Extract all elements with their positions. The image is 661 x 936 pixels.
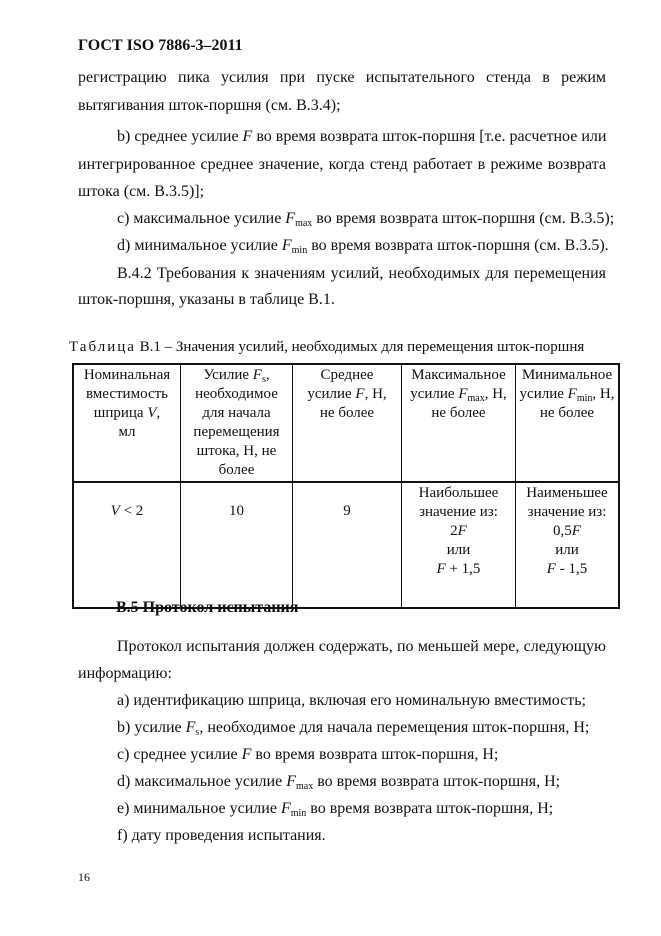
header-average-force: Среднее усилие F, Н, не более — [293, 364, 402, 482]
list-item-a: а) идентификацию шприца, включая его номинальную вместимость; — [117, 692, 586, 709]
cell-capacity: V < 2 — [73, 482, 181, 608]
item-b-line2: интегрированное среднее значение, когда стенд работает в режиме возврата — [78, 156, 606, 173]
forces-table — [72, 363, 620, 609]
table-caption: Таблица В.1 – Значения усилий, необходимых для перемещения шток-поршня — [69, 339, 585, 355]
cell-max-force: Наибольшее значение из: 2F или F + 1,5 — [402, 482, 516, 608]
para1-line2: вытягивания шток-поршня (см. В.3.4); — [78, 97, 341, 114]
item-d: d) минимальное усилие $F_{min}$ во время возврата шток-поршня (см. В.3.5). — [117, 237, 609, 256]
protocol-intro-line2: информацию: — [78, 665, 172, 682]
list-item-e: е) минимальное усилие $F_{min}$ во время возврата шток-поршня, Н; — [117, 800, 554, 819]
table-row — [73, 482, 619, 608]
protocol-intro-line1: Протокол испытания должен содержать, по меньшей мере, следующую — [117, 638, 606, 655]
item-b-line1: b) среднее усилие F во время возврата шток-поршня [т.е. расчетное или — [117, 128, 607, 145]
list-item-b: b) усилие $F_s$, необходимое для начала перемещения шток-поршня, Н; — [117, 719, 590, 738]
list-item-f: f) дату проведения испытания. — [117, 827, 326, 844]
document-header: ГОСТ ISO 7886-3–2011 — [78, 37, 243, 54]
list-item-d: d) максимальное усилие $F_{max}$ во время возврата шток-поршня, Н; — [117, 773, 561, 792]
cell-start-force: 10 — [181, 482, 293, 608]
cell-average-force: 9 — [293, 482, 402, 608]
header-max-force: Максимальное усилие $F_{max}$, Н, не более — [402, 364, 516, 482]
list-item-c: с) среднее усилие F во время возврата шток-поршня, Н; — [117, 746, 499, 763]
item-c: с) максимальное усилие $F_{max}$ во время возврата шток-поршня (см. В.3.5); — [117, 210, 615, 229]
header-start-force: Усилие $F_s$, необходимое для начала перемещения штока, Н, не более — [181, 364, 293, 482]
page-number: 16 — [78, 870, 90, 884]
para-b42-line2: шток-поршня, указаны в таблице В.1. — [78, 291, 335, 308]
para-b42-line1: В.4.2 Требования к значениям усилий, необходимых для перемещения — [117, 265, 606, 282]
para1-line1: регистрацию пика усилия при пуске испытательного стенда в режим — [78, 69, 606, 86]
header-min-force: Минимальное усилие $F_{min}$, Н, не более — [516, 364, 620, 482]
item-b-line3: штока (см. В.3.5)]; — [78, 183, 205, 200]
cell-min-force: Наименьшее значение из: 0,5F или F - 1,5 — [516, 482, 620, 608]
header-nominal-capacity: Номинальная вместимость шприца V, мл — [73, 364, 181, 482]
section-heading: В.5 Протокол испытания — [116, 599, 299, 616]
table-header-row — [73, 364, 619, 482]
